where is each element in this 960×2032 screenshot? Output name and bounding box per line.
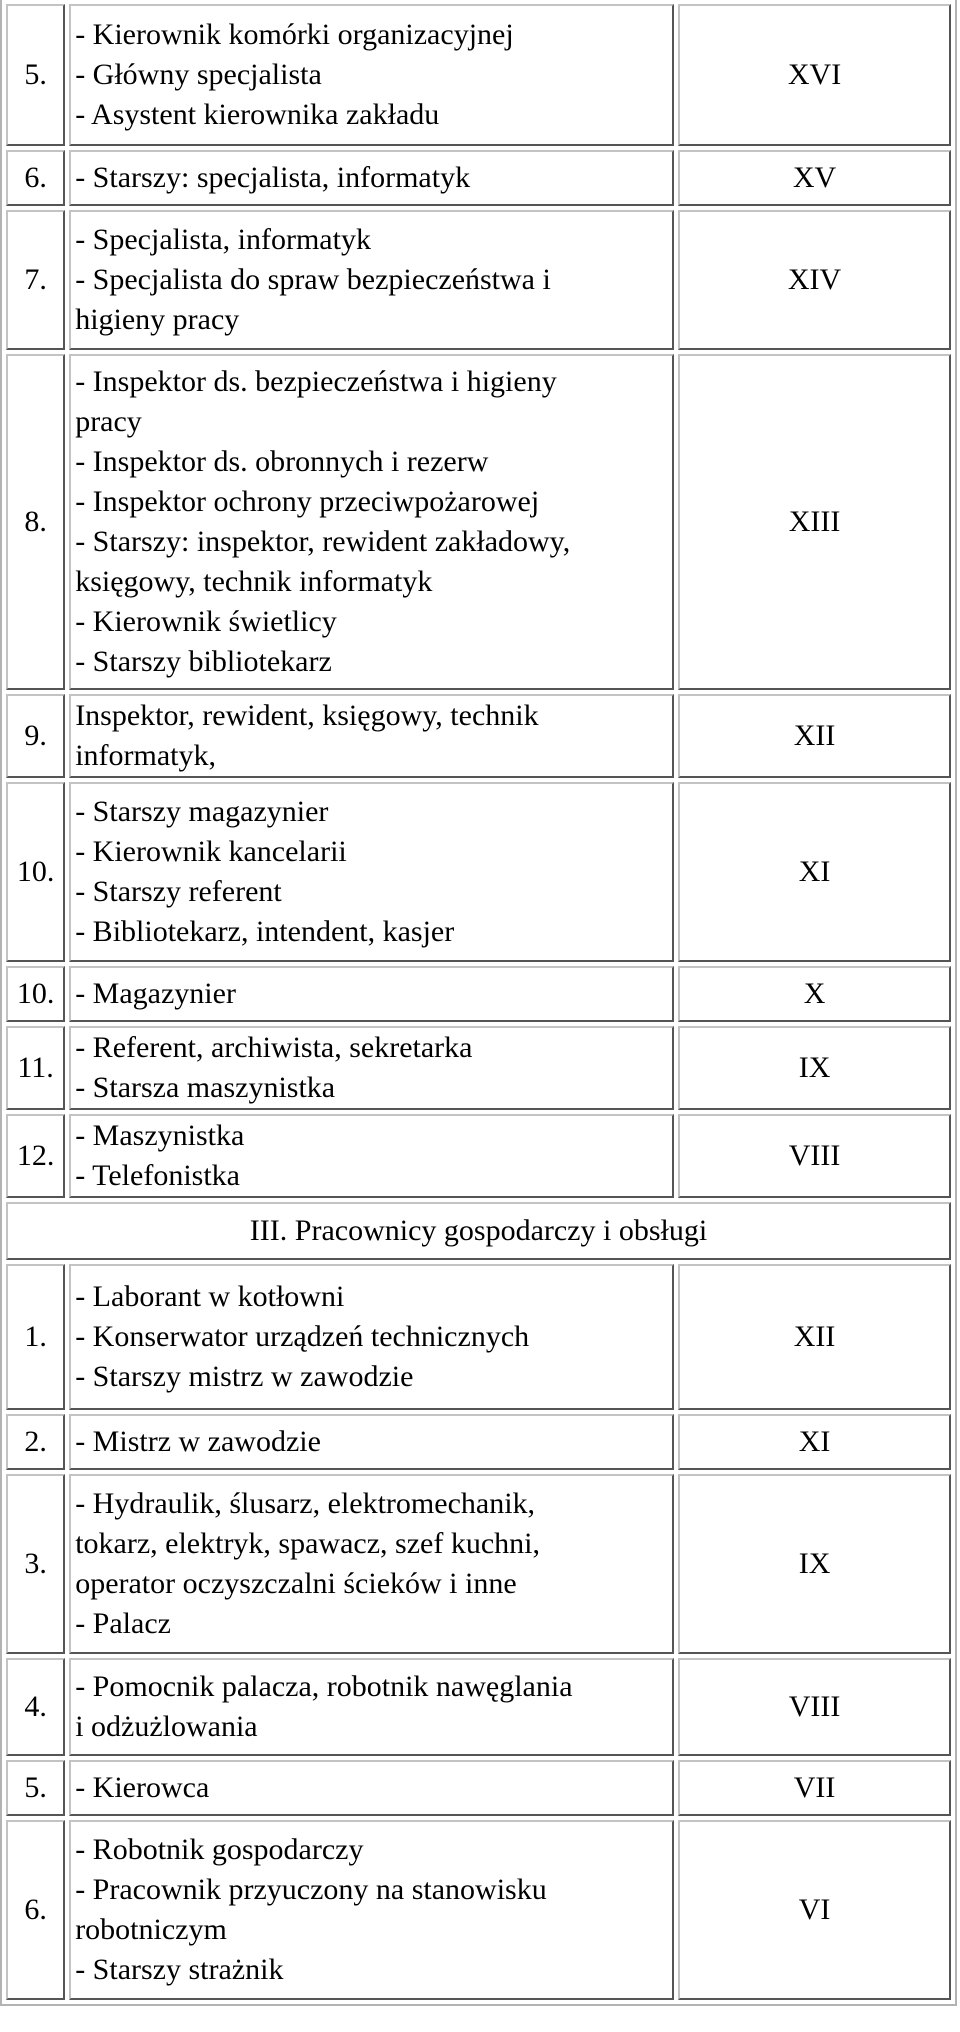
pay-category: VIII [678, 1114, 951, 1198]
position-line: - Telefonistka [75, 1159, 240, 1192]
position-line: - Asystent kierownika zakładu [75, 98, 440, 131]
table-row [6, 354, 951, 690]
row-number: 4. [6, 1658, 65, 1756]
pay-category: IX [678, 1026, 951, 1110]
position-list [69, 354, 674, 690]
position-line: - Konserwator urządzeń technicznych [75, 1320, 530, 1353]
row-number: 2. [6, 1414, 65, 1470]
position-line: - Inspektor ochrony przeciwpożarowej [75, 485, 540, 518]
position-line: - Laborant w kotłowni [75, 1280, 345, 1313]
row-number: 12. [6, 1114, 65, 1198]
table-row [6, 694, 951, 778]
table-row [6, 1474, 951, 1654]
position-line: - Starszy bibliotekarz [75, 645, 332, 678]
position-list [69, 1760, 674, 1816]
position-line: - Maszynistka [75, 1119, 245, 1152]
position-line: - Inspektor ds. bezpieczeństwa i higieny [75, 365, 557, 398]
position-list [69, 1026, 674, 1110]
pay-category: XVI [678, 4, 951, 146]
position-line: informatyk, [75, 739, 216, 772]
row-number: 1. [6, 1264, 65, 1410]
row-number: 6. [6, 150, 65, 206]
position-line: - Palacz [75, 1607, 171, 1640]
section-header-row [6, 1202, 951, 1260]
pay-category: IX [678, 1474, 951, 1654]
position-line: - Starszy mistrz w zawodzie [75, 1360, 414, 1393]
table-row [6, 1414, 951, 1470]
position-line: - Mistrz w zawodzie [75, 1425, 321, 1458]
position-line: - Inspektor ds. obronnych i rezerw [75, 445, 489, 478]
position-line: operator oczyszczalni ścieków i inne [75, 1567, 517, 1600]
position-line: - Kierowca [75, 1771, 210, 1804]
table-row [6, 210, 951, 350]
table-row [6, 966, 951, 1022]
row-number: 3. [6, 1474, 65, 1654]
pay-category: XIII [678, 354, 951, 690]
position-line: - Bibliotekarz, intendent, kasjer [75, 915, 455, 948]
position-list [69, 1114, 674, 1198]
table-row [6, 1264, 951, 1410]
table-row [6, 150, 951, 206]
position-line: - Starszy referent [75, 875, 282, 908]
position-line: higieny pracy [75, 303, 240, 336]
row-number: 10. [6, 782, 65, 962]
table-row [6, 1658, 951, 1756]
position-line: - Robotnik gospodarczy [75, 1833, 364, 1866]
table-row [6, 782, 951, 962]
position-line: - Pracownik przyuczony na stanowisku [75, 1873, 547, 1906]
position-line: - Główny specjalista [75, 58, 322, 91]
position-line: - Starszy strażnik [75, 1953, 284, 1986]
position-line: Inspektor, rewident, księgowy, technik [75, 699, 539, 732]
position-list [69, 694, 674, 778]
section-title: III. Pracownicy gospodarczy i obsługi [6, 1202, 951, 1260]
pay-category: VII [678, 1760, 951, 1816]
position-list [69, 782, 674, 962]
position-line: - Hydraulik, ślusarz, elektromechanik, [75, 1487, 536, 1520]
pay-category: XI [678, 1414, 951, 1470]
position-line: - Starszy magazynier [75, 795, 329, 828]
pay-category: XII [678, 1264, 951, 1410]
pay-category: VIII [678, 1658, 951, 1756]
position-line: - Starszy: inspektor, rewident zakładowy, [75, 525, 571, 558]
position-list [69, 1264, 674, 1410]
position-list [69, 4, 674, 146]
position-line: - Starszy: specjalista, informatyk [75, 161, 471, 194]
row-number: 6. [6, 1820, 65, 2000]
position-line: tokarz, elektryk, spawacz, szef kuchni, [75, 1527, 540, 1560]
position-list [69, 210, 674, 350]
table-body [6, 4, 951, 2000]
pay-category: X [678, 966, 951, 1022]
position-line: - Kierownik kancelarii [75, 835, 347, 868]
pay-category: XV [678, 150, 951, 206]
position-line: księgowy, technik informatyk [75, 565, 433, 598]
pay-category: XIV [678, 210, 951, 350]
pay-category: XI [678, 782, 951, 962]
position-line: - Kierownik świetlicy [75, 605, 337, 638]
row-number: 11. [6, 1026, 65, 1110]
row-number: 9. [6, 694, 65, 778]
position-line: - Starsza maszynistka [75, 1071, 336, 1104]
position-list [69, 1658, 674, 1756]
position-line: pracy [75, 405, 142, 438]
position-line: - Kierownik komórki organizacyjnej [75, 18, 514, 51]
row-number: 5. [6, 4, 65, 146]
row-number: 5. [6, 1760, 65, 1816]
position-line: - Specjalista do spraw bezpieczeństwa i [75, 263, 551, 296]
row-number: 7. [6, 210, 65, 350]
position-line: - Pomocnik palacza, robotnik nawęglania [75, 1670, 573, 1703]
position-line: - Referent, archiwista, sekretarka [75, 1031, 473, 1064]
table-row [6, 1760, 951, 1816]
table-row [6, 1114, 951, 1198]
position-list [69, 1820, 674, 2000]
position-line: i odżużlowania [75, 1710, 258, 1743]
table-row [6, 1820, 951, 2000]
table-row [6, 4, 951, 146]
position-list [69, 150, 674, 206]
pay-category: VI [678, 1820, 951, 2000]
row-number: 8. [6, 354, 65, 690]
table-row [6, 1026, 951, 1110]
position-list [69, 1474, 674, 1654]
position-line: - Magazynier [75, 977, 236, 1010]
position-line: - Specjalista, informatyk [75, 223, 371, 256]
position-line: robotniczym [75, 1913, 227, 1946]
pay-category: XII [678, 694, 951, 778]
row-number: 10. [6, 966, 65, 1022]
position-list [69, 1414, 674, 1470]
position-list [69, 966, 674, 1022]
